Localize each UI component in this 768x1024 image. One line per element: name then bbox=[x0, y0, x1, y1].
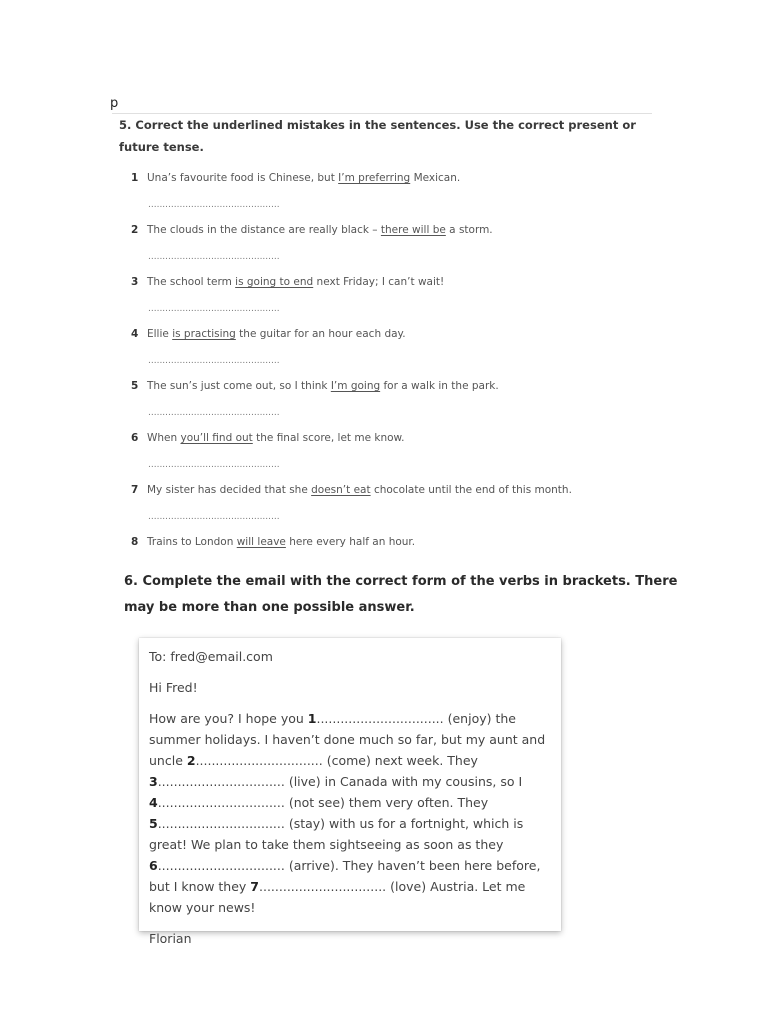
sentence-item-6: 6 When you’ll find out the final score, let me know. bbox=[131, 432, 405, 444]
answer-line-7[interactable]: .............................................. bbox=[148, 512, 280, 522]
underlined-mistake: you’ll find out bbox=[180, 432, 253, 444]
gap-5[interactable]: ................................ bbox=[157, 816, 285, 831]
answer-line-4[interactable]: .............................................. bbox=[148, 356, 280, 366]
stray-letter: p bbox=[110, 96, 119, 111]
sentence-item-7: 7 My sister has decided that she doesn’t eat chocolate until the end of this month. bbox=[131, 484, 572, 496]
gap-3[interactable]: ................................ bbox=[157, 774, 285, 789]
gap-number: 4 bbox=[149, 795, 158, 810]
underlined-mistake: I’m preferring bbox=[338, 172, 411, 184]
gap-number: 7 bbox=[250, 879, 259, 894]
gap-4[interactable]: ................................ bbox=[157, 795, 285, 810]
underlined-mistake: doesn’t eat bbox=[311, 484, 371, 496]
underlined-mistake: is practising bbox=[172, 328, 236, 340]
sentence-item-2: 2 The clouds in the distance are really black – there will be a storm. bbox=[131, 224, 493, 236]
gap-7[interactable]: ................................ bbox=[259, 879, 387, 894]
underlined-mistake: is going to end bbox=[235, 276, 314, 288]
email-card bbox=[139, 638, 561, 946]
answer-line-6[interactable]: .............................................. bbox=[148, 460, 280, 470]
gap-2[interactable]: ................................ bbox=[195, 753, 323, 768]
answer-line-3[interactable]: .............................................. bbox=[148, 304, 280, 314]
email-to: To: fred@email.com bbox=[149, 649, 273, 664]
answer-line-2[interactable]: .............................................. bbox=[148, 252, 280, 262]
gap-number: 2 bbox=[186, 753, 196, 768]
sentence-item-5: 5 The sun’s just come out, so I think I’m going for a walk in the park. bbox=[131, 380, 499, 392]
email-signature: Florian bbox=[149, 931, 192, 946]
sentence-item-1: 1 Una’s favourite food is Chinese, but I’m preferring Mexican. bbox=[131, 172, 461, 184]
sentence-item-8: 8 Trains to London will leave here every half an hour. bbox=[131, 536, 416, 548]
email-greeting: Hi Fred! bbox=[149, 680, 198, 695]
exercise-6-instruction: 6. Complete the email with the correct form of the verbs in brackets. There may be more than one possible answer. bbox=[124, 574, 678, 615]
gap-number: 6 bbox=[149, 858, 158, 873]
gap-6[interactable]: ................................ bbox=[157, 858, 285, 873]
gap-number: 5 bbox=[149, 816, 158, 831]
gap-number: 1 bbox=[307, 711, 317, 726]
underlined-mistake: I’m going bbox=[330, 380, 381, 392]
answer-line-1[interactable]: .............................................. bbox=[148, 200, 280, 210]
exercise-5-instruction: 5. Correct the underlined mistakes in the sentences. Use the correct present or future tense. bbox=[119, 118, 636, 154]
sentence-item-3: 3 The school term is going to end next Friday; I can’t wait! bbox=[131, 276, 445, 288]
gap-1[interactable]: ................................ bbox=[316, 711, 444, 726]
underlined-mistake: will leave bbox=[236, 536, 286, 548]
email-body: How are you? I hope you 1................................ (enjoy) the summer holidays. I haven’t done much so far, but my aunt and uncle 2................................ (come) next week. They 3................................ (live) in Canada with my cousins, so I 4................................ (not see) them very often. They 5................................ (stay) with us for a fortnight, which is great! We plan to take them sightseeing as soon as they 6................................ (arrive). They haven’t been here before, but I know they 7................................ (love) Austria. Let me know your news! bbox=[149, 711, 546, 915]
underlined-mistake: there will be bbox=[380, 224, 446, 236]
sentence-item-4: 4 Ellie is practising the guitar for an hour each day. bbox=[131, 328, 406, 340]
gap-number: 3 bbox=[149, 774, 158, 789]
answer-line-5[interactable]: .............................................. bbox=[148, 408, 280, 418]
